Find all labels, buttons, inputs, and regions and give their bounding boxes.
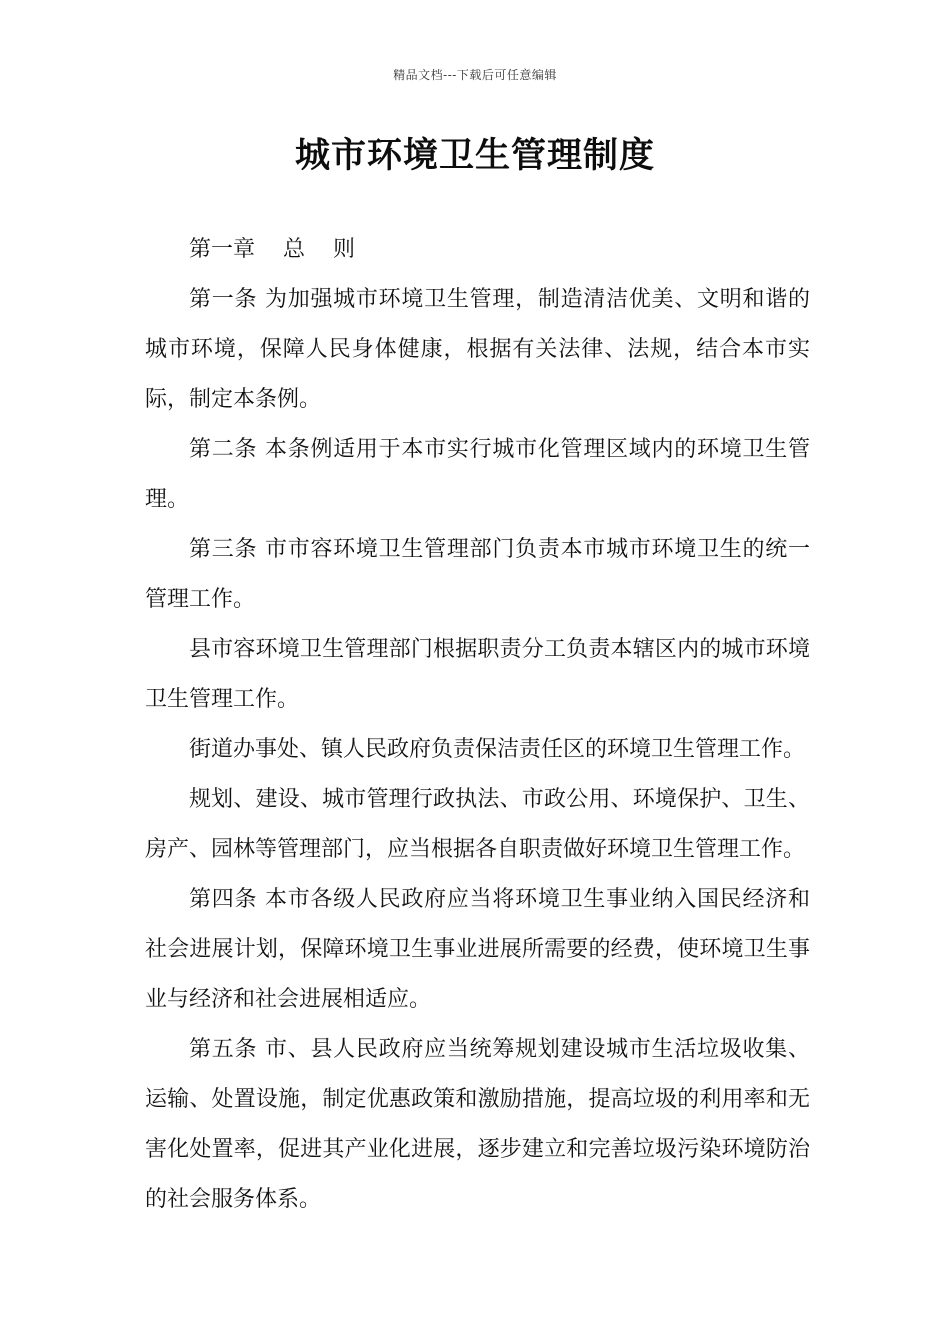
document-body [145,225,810,1225]
document-title: 城市环境卫生管理制度 [294,136,655,176]
paragraph-street-office: 街道办事处、镇人民政府负责保洁责任区的环境卫生管理工作。 [189,737,806,762]
paragraph-article-2: 第二条 本条例适用于本市实行城市化管理区域内的环境卫生管理。 [145,437,810,512]
paragraph-county-dept: 县市容环境卫生管理部门根据职责分工负责本辖区内的城市环境卫生管理工作。 [145,637,810,712]
paragraph-article-4: 第四条 本市各级人民政府应当将环境卫生事业纳入国民经济和社会进展计划，保障环境卫生事业进展所需要的经费，使环境卫生事业与经济和社会进展相适应。 [145,887,810,1012]
chapter-heading: 第一章 总 则 [189,237,355,262]
paragraph-other-depts: 规划、建设、城市管理行政执法、市政公用、环境保护、卫生、房产、园林等管理部门，应当根据各自职责做好环境卫生管理工作。 [145,787,810,862]
paragraph-article-1: 第一条 为加强城市环境卫生管理，制造清洁优美、文明和谐的城市环境，保障人民身体健康，根据有关法律、法规，结合本市实际，制定本条例。 [145,287,810,412]
paragraph-article-5: 第五条 市、县人民政府应当统筹规划建设城市生活垃圾收集、运输、处置设施，制定优惠政策和激励措施，提高垃圾的利用率和无害化处置率，促进其产业化进展，逐步建立和完善垃圾污染环境防治的社会服务体系。 [145,1037,810,1212]
header-note: 精品文档---下载后可任意编辑 [393,68,557,82]
paragraph-article-3: 第三条 市市容环境卫生管理部门负责本市城市环境卫生的统一管理工作。 [145,537,810,612]
